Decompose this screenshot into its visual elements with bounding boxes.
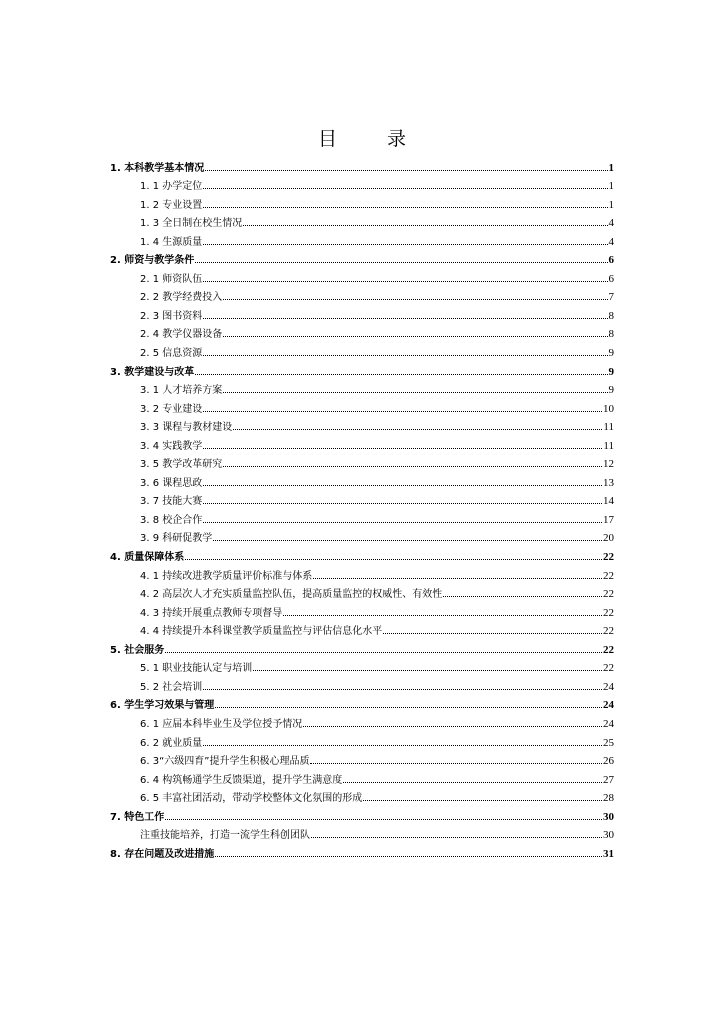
toc-page-number: 22 (603, 643, 614, 656)
toc-page-number: 22 (603, 606, 614, 619)
toc-dot-leader (233, 429, 602, 430)
toc-dot-leader (203, 689, 602, 690)
toc-section-entry[interactable] (110, 823, 614, 842)
toc-chapter-entry[interactable] (110, 841, 614, 860)
toc-page-number: 10 (603, 402, 614, 415)
toc-chapter-entry[interactable] (110, 637, 614, 656)
toc-dot-leader (223, 336, 607, 337)
toc-dot-leader (215, 856, 602, 857)
toc-entry-label: 5. 1 职业技能认定与培训 (140, 663, 253, 675)
toc-dot-leader (283, 615, 602, 616)
toc-section-entry[interactable] (110, 192, 614, 211)
toc-page-number: 27 (603, 773, 614, 786)
toc-dot-leader (203, 318, 607, 319)
toc-entry-label: 注重技能培养，打造一流学生科创团队 (140, 830, 310, 842)
toc-section-entry[interactable] (110, 749, 614, 768)
toc-entry-label: 3. 6 课程思政 (140, 477, 203, 489)
toc-section-entry[interactable] (110, 656, 614, 675)
toc-dot-leader (203, 485, 602, 486)
toc-section-entry[interactable] (110, 415, 614, 434)
toc-page-number: 9 (608, 384, 614, 397)
toc-entry-label: 8. 存在问题及改进措施 (110, 848, 215, 860)
toc-section-entry[interactable] (110, 322, 614, 341)
toc-dot-leader (223, 466, 602, 467)
toc-dot-leader (165, 652, 602, 653)
toc-dot-leader (203, 503, 602, 504)
toc-page-number: 31 (603, 847, 614, 860)
toc-entry-label: 4. 质量保障体系 (110, 552, 185, 564)
toc-section-entry[interactable] (110, 489, 614, 508)
toc-section-entry[interactable] (110, 452, 614, 471)
toc-entry-label: 6. 5 丰富社团活动，带动学校整体文化氛围的形成 (140, 793, 363, 805)
toc-dot-leader (383, 633, 602, 634)
toc-section-entry[interactable] (110, 433, 614, 452)
toc-page-number: 1 (608, 161, 614, 174)
toc-dot-leader (195, 262, 607, 263)
toc-page-number: 6 (608, 272, 614, 285)
toc-page-number: 26 (603, 755, 614, 768)
toc-section-entry[interactable] (110, 340, 614, 359)
toc-entry-label: 3. 4 实践教学 (140, 440, 203, 452)
toc-dot-leader (203, 244, 607, 245)
toc-page-number: 8 (608, 309, 614, 322)
toc-chapter-entry[interactable] (110, 248, 614, 267)
toc-entry-label: 1. 1 办学定位 (140, 181, 203, 193)
toc-entry-label: 3. 9 科研促教学 (140, 533, 213, 545)
toc-dot-leader (203, 281, 607, 282)
toc-chapter-entry[interactable] (110, 155, 614, 174)
toc-page-number: 6 (608, 254, 614, 267)
toc-dot-leader (203, 355, 607, 356)
toc-entry-label: 6. 4 构筑畅通学生反馈渠道，提升学生满意度 (140, 774, 343, 786)
toc-dot-leader (243, 225, 607, 226)
toc-entry-label: 2. 1 师资队伍 (140, 273, 203, 285)
toc-chapter-entry[interactable] (110, 359, 614, 378)
toc-dot-leader (313, 578, 602, 579)
toc-dot-leader (343, 782, 602, 783)
toc-dot-leader (253, 670, 602, 671)
toc-section-entry[interactable] (110, 526, 614, 545)
toc-section-entry[interactable] (110, 229, 614, 248)
toc-entry-label: 7. 特色工作 (110, 811, 165, 823)
toc-section-entry[interactable] (110, 619, 614, 638)
toc-entry-label: 4. 4 持续提升本科课堂教学质量监控与评估信息化水平 (140, 626, 383, 638)
toc-page-number: 22 (603, 569, 614, 582)
toc-entry-label: 5. 社会服务 (110, 644, 165, 656)
toc-page-number: 4 (608, 217, 614, 230)
toc-page-number: 9 (608, 347, 614, 360)
toc-entry-label: 1. 本科教学基本情况 (110, 162, 205, 174)
toc-dot-leader (203, 188, 607, 189)
toc-entry-label: 3. 教学建设与改革 (110, 366, 195, 378)
toc-dot-leader (363, 800, 602, 801)
toc-entry-label: 6. 1 应届本科毕业生及学位授予情况 (140, 718, 303, 730)
toc-dot-leader (203, 522, 602, 523)
toc-dot-leader (203, 745, 602, 746)
toc-section-entry[interactable] (110, 600, 614, 619)
toc-page-number: 8 (608, 328, 614, 341)
toc-chapter-entry[interactable] (110, 804, 614, 823)
toc-page-number: 4 (608, 235, 614, 248)
toc-dot-leader (215, 707, 602, 708)
toc-dot-leader (310, 763, 602, 764)
toc-page-number: 25 (603, 736, 614, 749)
toc-dot-leader (443, 596, 602, 597)
toc-section-entry[interactable] (110, 674, 614, 693)
toc-page-number: 30 (603, 829, 614, 842)
toc-dot-leader (223, 299, 607, 300)
toc-dot-leader (203, 411, 602, 412)
toc-entry-label: 2. 师资与教学条件 (110, 255, 195, 267)
toc-entry-label: 1. 3 全日制在校生情况 (140, 218, 243, 230)
toc-page-number: 12 (603, 458, 614, 471)
toc-section-entry[interactable] (110, 285, 614, 304)
toc-page-number: 28 (603, 792, 614, 805)
toc-section-entry[interactable] (110, 378, 614, 397)
toc-entry-label: 3. 2 专业建设 (140, 403, 203, 415)
toc-entry-label: 3. 5 教学改革研究 (140, 459, 223, 471)
toc-entry-label: 3. 1 人才培养方案 (140, 385, 223, 397)
toc-entry-label: 3. 7 技能大赛 (140, 496, 203, 508)
toc-page-number: 30 (603, 810, 614, 823)
toc-entry-label: 2. 5 信息资源 (140, 348, 203, 360)
toc-entry-label: 3. 3 课程与教材建设 (140, 422, 233, 434)
toc-entry-label: 1. 4 生源质量 (140, 236, 203, 248)
toc-entry-label: 1. 2 专业设置 (140, 199, 203, 211)
toc-dot-leader (303, 726, 602, 727)
toc-entry-label: 4. 1 持续改进教学质量评价标准与体系 (140, 570, 313, 582)
toc-dot-leader (195, 374, 607, 375)
toc-section-entry[interactable] (110, 174, 614, 193)
toc-section-entry[interactable] (110, 767, 614, 786)
toc-dot-leader (205, 170, 607, 171)
toc-page-number: 13 (603, 476, 614, 489)
toc-page-number: 7 (608, 291, 614, 304)
toc-dot-leader (311, 837, 602, 838)
toc-page-number: 22 (603, 662, 614, 675)
toc-entry-label: 6. 3“六级四育”提升学生积极心理品质 (140, 756, 310, 768)
toc-section-entry[interactable] (110, 786, 614, 805)
toc-page-number: 22 (603, 588, 614, 601)
toc-title: 目 录 (317, 128, 429, 150)
toc-section-entry[interactable] (110, 730, 614, 749)
toc-entry-label: 4. 3 持续开展重点教师专项督导 (140, 607, 283, 619)
toc-entry-label: 4. 2 高层次人才充实质量监控队伍，提高质量监控的权威性、有效性 (140, 589, 443, 601)
toc-page-number: 14 (603, 495, 614, 508)
toc-page-number: 1 (608, 198, 614, 211)
toc-page-number: 20 (603, 532, 614, 545)
toc-dot-leader (185, 559, 602, 560)
toc-dot-leader (165, 819, 602, 820)
table-of-contents (110, 155, 614, 860)
toc-entry-label: 3. 8 校企合作 (140, 514, 203, 526)
toc-page-number: 9 (608, 365, 614, 378)
toc-entry-label: 2. 3 图书资料 (140, 310, 203, 322)
toc-section-entry[interactable] (110, 711, 614, 730)
toc-section-entry[interactable] (110, 582, 614, 601)
toc-page-number: 24 (603, 699, 614, 712)
toc-entry-label: 2. 4 教学仪器设备 (140, 329, 223, 341)
toc-section-entry[interactable] (110, 211, 614, 230)
toc-section-entry[interactable] (110, 470, 614, 489)
toc-dot-leader (223, 392, 607, 393)
toc-page-number: 11 (603, 421, 614, 434)
toc-chapter-entry[interactable] (110, 693, 614, 712)
toc-section-entry[interactable] (110, 507, 614, 526)
toc-page-number: 17 (603, 513, 614, 526)
toc-page-number: 24 (603, 717, 614, 730)
toc-entry-label: 2. 2 教学经费投入 (140, 292, 223, 304)
toc-page-number: 1 (608, 180, 614, 193)
toc-chapter-entry[interactable] (110, 544, 614, 563)
toc-section-entry[interactable] (110, 563, 614, 582)
toc-page-number: 11 (603, 439, 614, 452)
toc-entry-label: 6. 学生学习效果与管理 (110, 700, 215, 712)
toc-page-number: 22 (603, 551, 614, 564)
toc-entry-label: 6. 2 就业质量 (140, 737, 203, 749)
toc-page-number: 22 (603, 625, 614, 638)
toc-entry-label: 5. 2 社会培训 (140, 681, 203, 693)
toc-section-entry[interactable] (110, 266, 614, 285)
toc-dot-leader (213, 540, 602, 541)
toc-page-number: 24 (603, 680, 614, 693)
toc-section-entry[interactable] (110, 396, 614, 415)
toc-section-entry[interactable] (110, 303, 614, 322)
toc-dot-leader (203, 448, 602, 449)
toc-dot-leader (203, 207, 607, 208)
